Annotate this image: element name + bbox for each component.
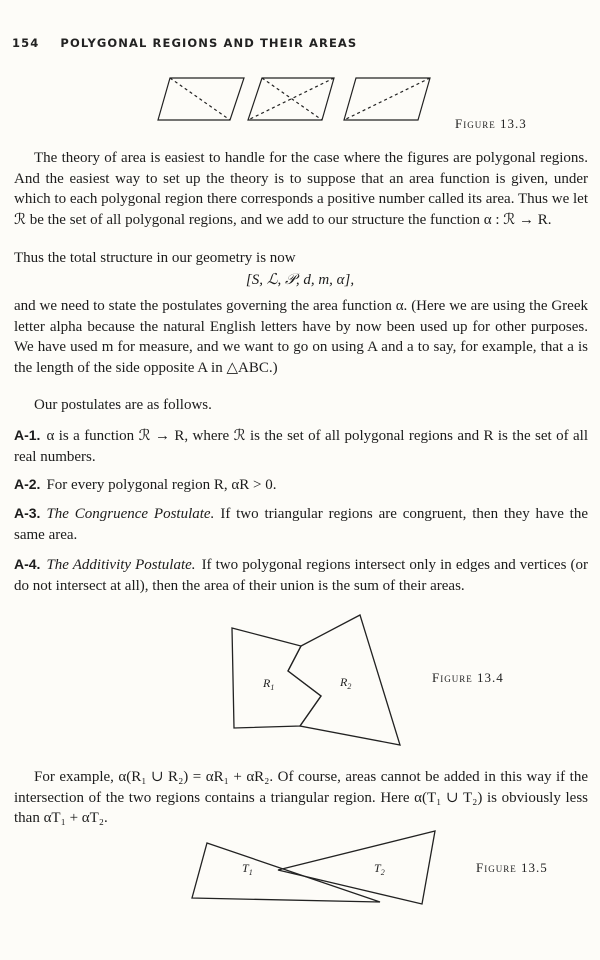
triangle-t2-label: $T_2$ (374, 861, 385, 877)
postulate-a2-text: For every polygonal region R, αR > 0. (46, 477, 277, 493)
postulate-a1-text: α is a function ℛ → R, where ℛ is the set of all polygonal regions and R is the set of all real numbers. (14, 428, 588, 465)
structure-tuple: [S, ℒ, 𝒫, d, m, α], (245, 272, 355, 288)
diagonal-3 (344, 78, 430, 120)
diagonal-1 (170, 78, 230, 120)
paragraph-2: Thus the total structure in our geometry is now (14, 250, 296, 266)
paragraph-4: Our postulates are as follows. (34, 397, 212, 413)
postulate-a1 (14, 425, 588, 467)
paragraph-3: and we need to state the postulates governing the area function α. (Here we are using the Greek letter alpha because the natural English letters have by now been used up for other purposes. We have used m for measure, and we want to go on using A and a to say, for example, that a is the length of the side opposite A in △ABC.) (14, 298, 588, 376)
postulate-a4 (14, 554, 588, 596)
diagonal-2a (262, 78, 322, 120)
figure-13-5-diagram (180, 828, 440, 908)
postulate-a3-text: If two triangular regions are congruent, then they have the same area. (14, 506, 588, 543)
postulate-a2-label: A-2. (14, 476, 41, 492)
triangle-t2-outline (278, 831, 435, 904)
running-header (12, 36, 357, 50)
paragraph-5: For example, α(R₁ ∪ R₂) = αR₁ + αR₂. Of course, areas cannot be added in this way if the intersection of the two regions contains a triangular region. Here α(T₁ ∪ T₂) is obviously less than αT₁ + αT₂. (14, 769, 588, 826)
triangle-t1-label: $T_1$ (242, 861, 253, 877)
postulate-a3 (14, 503, 588, 545)
postulate-a3-title: The Congruence Postulate. (46, 506, 215, 522)
region-r1-label: $R_1$ (263, 676, 275, 692)
postulate-a4-text: If two polygonal regions intersect only in edges and vertices (or do not intersect at all), then the area of their union is the sum of their areas. (14, 557, 588, 594)
postulate-a1-label: A-1. (14, 427, 41, 443)
figure-13-4-diagram (225, 608, 415, 758)
postulate-a4-title: The Additivity Postulate. (46, 557, 196, 573)
postulate-a4-label: A-4. (14, 556, 41, 572)
running-title: POLYGONAL REGIONS AND THEIR AREAS (60, 36, 358, 50)
region-r2-label: $R_2$ (340, 675, 352, 691)
figure-13-3-caption: Figure 13.3 (455, 116, 527, 131)
figure-13-3-diagram (150, 70, 450, 130)
postulate-a3-label: A-3. (14, 505, 41, 521)
diagonal-2b (248, 78, 334, 120)
page-number: 154 (12, 36, 40, 50)
figure-13-5-caption: Figure 13.5 (476, 860, 548, 875)
postulate-a2 (14, 474, 588, 496)
paragraph-1: The theory of area is easiest to handle for the case where the figures are polygonal regions. And the easiest way to set up the theory is to suppose that an area function is given, under which to each polygonal region there corresponds a positive number called its area. Thus we let ℛ be the set of all polygonal regions, and we add to our structure the function α : ℛ → R. (14, 150, 588, 228)
figure-13-4-caption: Figure 13.4 (432, 670, 504, 685)
